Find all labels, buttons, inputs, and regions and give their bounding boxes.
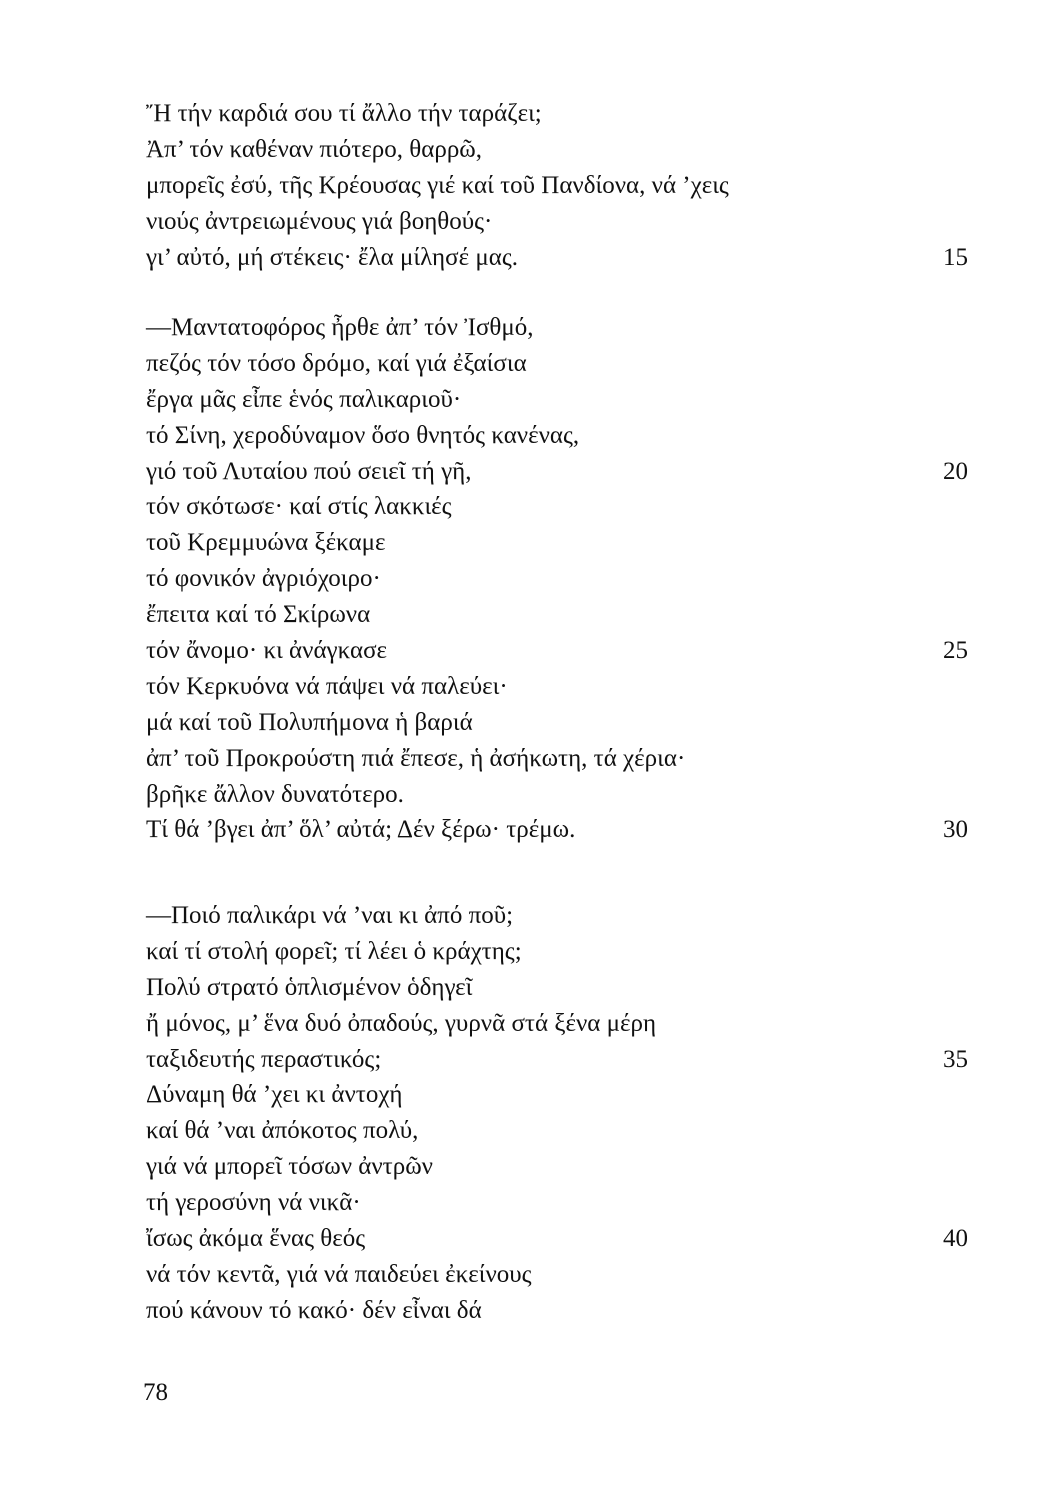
page-number: 78 (143, 1379, 168, 1406)
verse-line (146, 240, 976, 276)
verse-text: Πολύ στρατό ὁπλισμένον ὁδηγεῖ (146, 973, 473, 1001)
verse-line (146, 1293, 976, 1329)
verse-text: τό Σίνη, χεροδύναμον ὅσο θνητός κανένας, (146, 421, 580, 449)
verse-line (146, 525, 976, 561)
verse-line (146, 454, 976, 490)
verse-line (146, 310, 976, 346)
verse-text: τοῦ Κρεμμυώνα ξέκαμε (146, 529, 386, 557)
verse-text: Δύναμη θά ’χει κι ἀντοχή (146, 1081, 403, 1109)
verse-line (146, 812, 976, 848)
verse-text: μά καί τοῦ Πολυπήμονα ἡ βαριά (146, 708, 473, 736)
verse-line (146, 669, 976, 705)
verse-text: νιούς ἀντρειωμένους γιά βοηθούς· (146, 207, 493, 235)
verse-line (146, 418, 976, 454)
verse-text: ἴσως ἀκόμα ἕνας θεός (146, 1225, 366, 1253)
verse-line (146, 1185, 976, 1221)
verse-text: πού κάνουν τό κακό· δέν εἶναι δά (146, 1296, 482, 1324)
verse-line (146, 1077, 976, 1113)
line-number: 15 (943, 243, 968, 271)
verse-text: ἤ μόνος, μ’ ἕνα δυό ὀπαδούς, γυρνᾶ στά ξένα μέρη (146, 1009, 657, 1037)
verse-line (146, 1149, 976, 1185)
verse-text: —Μαντατοφόρος ἦρθε ἀπ’ τόν Ἰσθμό, (146, 314, 534, 341)
verse-line (146, 1257, 976, 1293)
verse-text: μπορεῖς ἐσύ, τῆς Κρέουσας γιέ καί τοῦ Πανδίονα, νά ’χεις (146, 171, 729, 199)
verse-text: ἀπ’ τοῦ Προκρούστη πιά ἔπεσε, ἡ ἀσήκωτη, τά χέρια· (146, 744, 686, 772)
verse-line (146, 970, 976, 1006)
verse-text: βρῆκε ἄλλον δυνατότερο. (146, 780, 404, 808)
verse-line (146, 633, 976, 669)
verse-text: γιό τοῦ Λυταίου πού σειεῖ τή γῆ, (146, 457, 472, 485)
verse-line (146, 705, 976, 741)
verse-line (146, 898, 976, 934)
verse-text: τόν Κερκυόνα νά πάψει νά παλεύει· (146, 672, 508, 700)
verse-line (146, 777, 976, 813)
verse-text: —Ποιό παλικάρι νά ’ναι κι ἀπό ποῦ; (146, 902, 514, 929)
verse-text: Ἀπ’ τόν καθέναν πιότερο, θαρρῶ, (146, 135, 482, 163)
verse-text: Τί θά ’βγει ἀπ’ ὅλ’ αὐτά; Δέν ξέρω· τρέμω. (146, 816, 576, 844)
verse-text: γιά νά μπορεῖ τόσων ἀντρῶν (146, 1153, 433, 1181)
stanza-1 (146, 96, 976, 275)
verse-line (146, 1006, 976, 1042)
verse-text: Ἤ τήν καρδιά σου τί ἄλλο τήν ταράζει; (146, 100, 542, 127)
line-number: 20 (943, 457, 968, 485)
verse-text: ταξιδευτής περαστικός; (146, 1045, 382, 1073)
verse-line (146, 204, 976, 240)
verse-line (146, 1113, 976, 1149)
verse-text: τόν ἄνομο· κι ἀνάγκασε (146, 637, 388, 665)
verse-line (146, 561, 976, 597)
verse-line (146, 934, 976, 970)
verse-line (146, 741, 976, 777)
stanza-2 (146, 310, 976, 848)
verse-text: γι’ αὐτό, μή στέκεις· ἔλα μίλησέ μας. (146, 243, 519, 271)
verse-text: τή γεροσύνη νά νικᾶ· (146, 1189, 361, 1217)
stanza-3 (146, 898, 976, 1329)
verse-line (146, 346, 976, 382)
verse-text: ἔπειτα καί τό Σκίρωνα (146, 601, 371, 629)
verse-line (146, 1221, 976, 1257)
verse-line (146, 132, 976, 168)
line-number: 30 (943, 816, 968, 844)
verse-line (146, 597, 976, 633)
verse-line (146, 1042, 976, 1078)
verse-line (146, 489, 976, 525)
verse-text: τόν σκότωσε· καί στίς λακκιές (146, 493, 452, 521)
line-number: 35 (943, 1045, 968, 1073)
verse-text: νά τόν κεντᾶ, γιά νά παιδεύει ἐκείνους (146, 1260, 532, 1288)
verse-text: τό φονικόν ἀγριόχοιρο· (146, 565, 381, 593)
line-number: 40 (943, 1225, 968, 1253)
verse-line (146, 382, 976, 418)
verse-line (146, 168, 976, 204)
verse-text: πεζός τόν τόσο δρόμο, καί γιά ἐξαίσια (146, 349, 527, 377)
verse-text: ἔργα μᾶς εἶπε ἑνός παλικαριοῦ· (146, 385, 462, 413)
verse-text: καί τί στολή φορεῖ; τί λέει ὁ κράχτης; (146, 937, 522, 965)
verse-line (146, 96, 976, 132)
line-number: 25 (943, 637, 968, 665)
verse-text: καί θά ’ναι ἀπόκοτος πολύ, (146, 1117, 419, 1145)
